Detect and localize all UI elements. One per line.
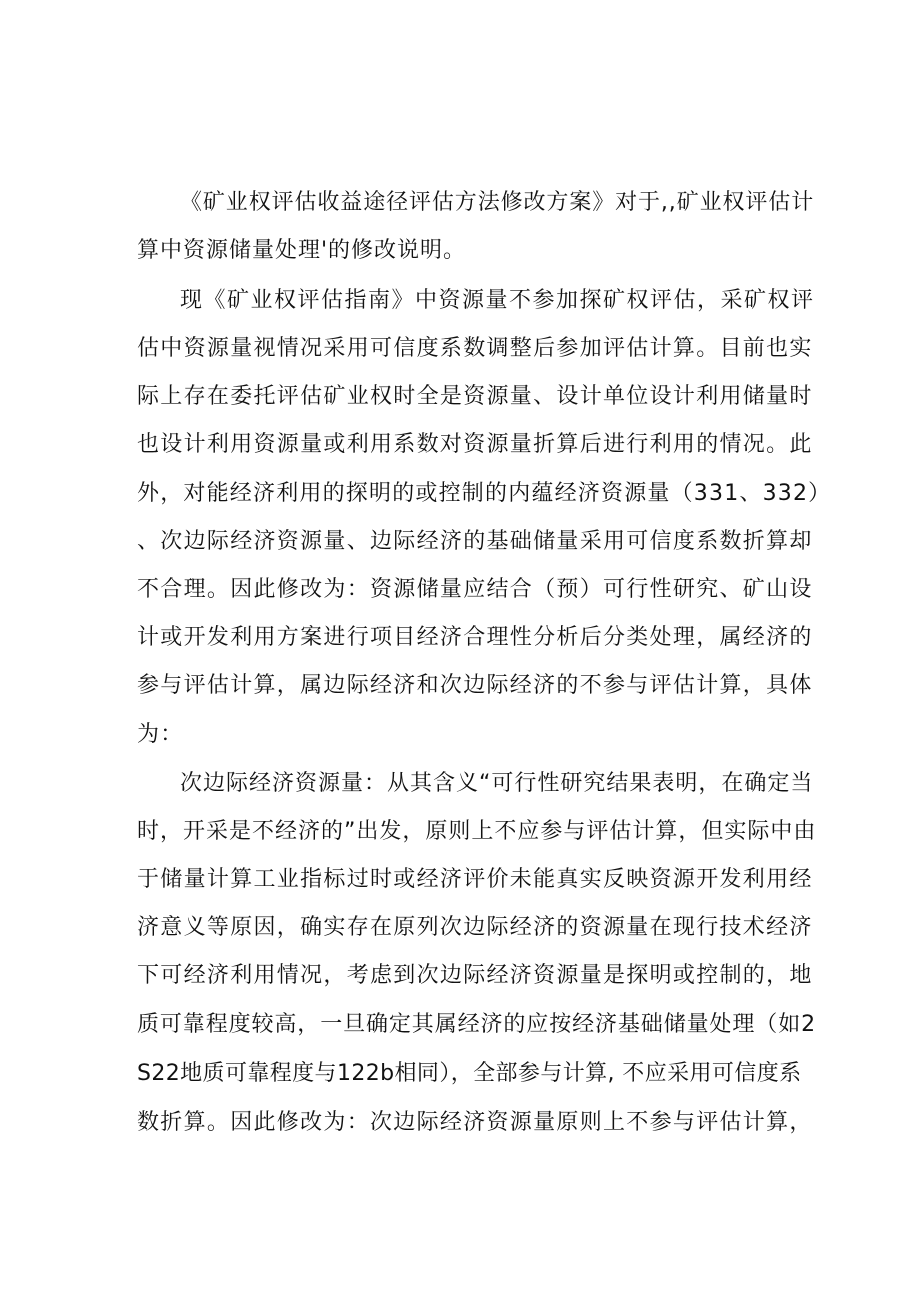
text-line: 算中资源储量处理'的修改说明。 xyxy=(137,238,467,263)
text-line: 现《矿业权评估指南》中资源量不参加探矿权评估，采矿权评 xyxy=(180,288,815,313)
text-line: 也设计利用资源量或利用系数对资源量折算后进行利用的情况。此 xyxy=(137,432,813,457)
text-line: 不合理。因此修改为：资源储量应结合（预）可行性研究、矿山设 xyxy=(137,577,813,602)
text-line: 估中资源量视情况采用可信度系数调整后参加评估计算。目前也实 xyxy=(137,336,813,361)
text-line: 外，对能经济利用的探明的或控制的内蕴经济资源量（331、332） xyxy=(137,481,832,506)
text-line: 质可靠程度较高，一旦确定其属经济的应按经济基础储量处理（如2 xyxy=(137,1012,816,1037)
text-line: 济意义等原因，确实存在原列次边际经济的资源量在现行技术经济 xyxy=(137,915,813,940)
text-line: 计或开发利用方案进行项目经济合理性分析后分类处理，属经济的 xyxy=(137,625,813,650)
text-line: S22地质可靠程度与122b相同），全部参与计算, 不应采用可信度系 xyxy=(137,1061,802,1086)
text-line: 于储量计算工业指标过时或经济评价未能真实反映资源开发利用经 xyxy=(137,867,813,892)
text-line: 、次边际经济资源量、边际经济的基础储量采用可信度系数折算却 xyxy=(137,529,813,554)
text-line: 下可经济利用情况，考虑到次边际经济资源量是探明或控制的，地 xyxy=(137,963,813,988)
text-line: 次边际经济资源量：从其含义“可行性研究结果表明，在确定当 xyxy=(180,771,814,796)
text-line: 为： xyxy=(137,722,184,747)
text-line: 际上存在委托评估矿业权时全是资源量、设计单位设计利用储量时 xyxy=(137,384,813,409)
text-line: 时，开采是不经济的”出发，原则上不应参与评估计算，但实际中由 xyxy=(137,819,817,844)
text-line: 《矿业权评估收益途径评估方法修改方案》对于,,矿业权评估计 xyxy=(180,190,815,215)
text-line: 数折算。因此修改为：次边际经济资源量原则上不参与评估计算， xyxy=(137,1110,813,1135)
text-line: 参与评估计算，属边际经济和次边际经济的不参与评估计算，具体 xyxy=(137,673,813,698)
